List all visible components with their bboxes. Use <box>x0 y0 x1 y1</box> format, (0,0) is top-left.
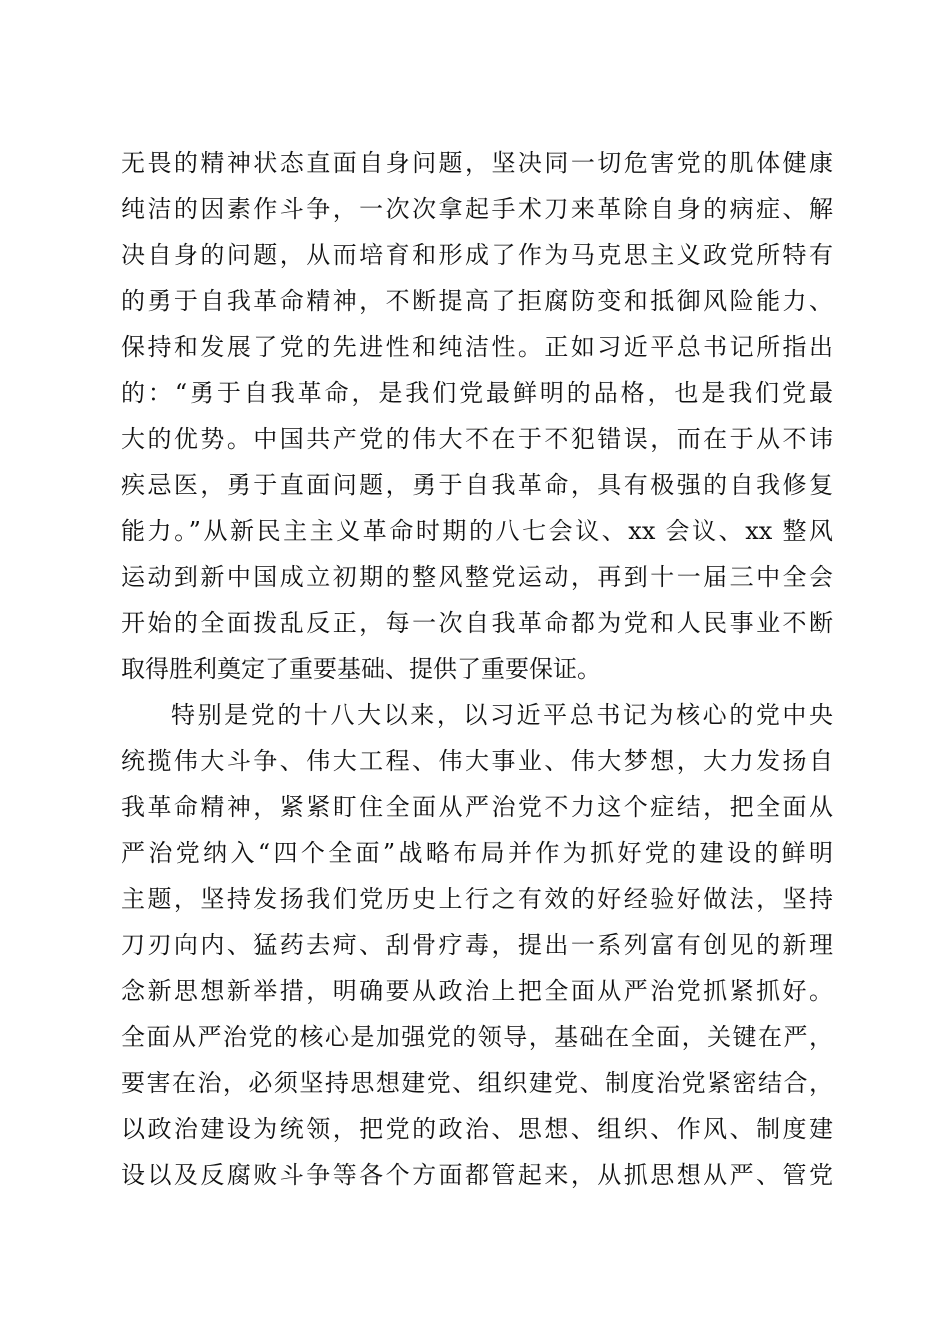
text-line: 刀刃向内、猛药去疴、刮骨疗毒，提出一系列富有创见的新理 <box>121 931 833 959</box>
text-line: 的勇于自我革命精神，不断提高了拒腐防变和抵御风险能力、 <box>121 287 833 315</box>
text-line: 取得胜利奠定了重要基础、提供了重要保证。 <box>121 655 601 683</box>
text-line: 的：“勇于自我革命，是我们党最鲜明的品格，也是我们党最 <box>121 379 833 407</box>
text-line: 念新思想新举措，明确要从政治上把全面从严治党抓紧抓好。 <box>121 977 833 1005</box>
paragraph-1 <box>121 140 833 692</box>
text-line: 特别是党的十八大以来，以习近平总书记为核心的党中央 <box>171 701 833 729</box>
text-line: 大的优势。中国共产党的伟大不在于不犯错误，而在于从不讳 <box>121 425 833 453</box>
text-line: 以政治建设为统领，把党的政治、思想、组织、作风、制度建 <box>121 1115 833 1143</box>
text-line: 主题，坚持发扬我们党历史上行之有效的好经验好做法，坚持 <box>121 885 833 913</box>
text-line: 疾忌医，勇于直面问题，勇于自我革命，具有极强的自我修复 <box>121 471 833 499</box>
paragraph-2 <box>121 692 833 1198</box>
text-line: 设以及反腐败斗争等各个方面都管起来，从抓思想从严、管党 <box>121 1161 833 1189</box>
text-line: 统揽伟大斗争、伟大工程、伟大事业、伟大梦想，大力发扬自 <box>121 747 833 775</box>
text-line: 运动到新中国成立初期的整风整党运动，再到十一届三中全会 <box>121 563 833 591</box>
text-line: 全面从严治党的核心是加强党的领导，基础在全面，关键在严， <box>121 1023 833 1051</box>
text-line: 纯洁的因素作斗争，一次次拿起手术刀来革除自身的病症、解 <box>121 195 833 223</box>
text-line: 要害在治，必须坚持思想建党、组织建党、制度治党紧密结合， <box>121 1069 833 1097</box>
text-line: 严治党纳入“四个全面”战略布局并作为抓好党的建设的鲜明 <box>121 839 833 867</box>
text-line: 无畏的精神状态直面自身问题，坚决同一切危害党的肌体健康 <box>121 149 833 177</box>
body-text <box>121 140 833 1198</box>
text-line: 决自身的问题，从而培育和形成了作为马克思主义政党所特有 <box>121 241 833 269</box>
text-line: 开始的全面拨乱反正，每一次自我革命都为党和人民事业不断 <box>121 609 833 637</box>
text-line: 保持和发展了党的先进性和纯洁性。正如习近平总书记所指出 <box>121 333 833 361</box>
text-line: 我革命精神，紧紧盯住全面从严治党不力这个症结，把全面从 <box>121 793 833 821</box>
text-line: 能力。”从新民主主义革命时期的八七会议、xx 会议、xx 整风 <box>121 517 833 545</box>
